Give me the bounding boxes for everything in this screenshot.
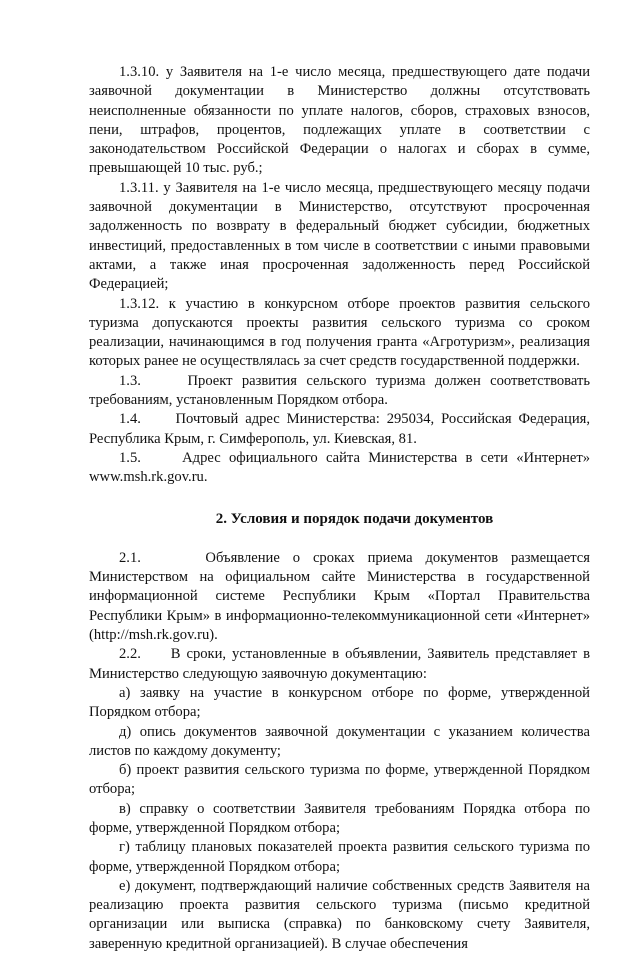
item-e-funds-confirmation: е) документ, подтверждающий наличие собственных средств Заявителя на реализацию проекта развития сельского туризма (письмо кредитной организации или выписка (справка) по банковскому счету Заявителя, заверенную кредитной организацией). В случае обеспечения (89, 877, 590, 952)
item-g-indicators-table: г) таблицу плановых показателей проекта развития сельского туризма по форме, утвержденной Порядком отбора; (89, 839, 590, 875)
clause-1-5-website: 1.5. Адрес официального сайта Министерства в сети «Интернет» www.msh.rk.gov.ru. (89, 449, 590, 486)
item-b-project: б) проект развития сельского туризма по форме, утвержденной Порядком отбора; (89, 762, 590, 798)
item-v-compliance-certificate: в) справку о соответствии Заявителя требованиям Порядка отбора по форме, утвержденной Порядком отбора; (89, 800, 590, 836)
clause-1-4-postal-address: 1.4. Почтовый адрес Министерства: 295034, Российская Федерация, Республика Крым, г. Симферополь, ул. Киевская, 81. (89, 411, 590, 447)
clause-1-3-10: 1.3.10. у Заявителя на 1-е число месяца, предшествующего дате подачи заявочной документации в Министерство должны отсутствовать неисполненные обязанности по уплате налогов, сборов, страховых взносов, пени, штрафов, процентов, подлежащих уплате в соответствии с законодательством Российской Федерации о налогах и сборах в сумме, превышающей 10 тыс. руб.; (89, 64, 590, 177)
clause-2-2: 2.2. В сроки, установленные в объявлении, Заявитель представляет в Министерство следующую заявочную документацию: (89, 646, 590, 682)
clause-1-3-12: 1.3.12. к участию в конкурсном отборе проектов развития сельского туризма допускаются проекты развития сельского туризма со сроком реализации, начинающимся в год получения гранта «Агротуризм», реализация которых ранее не осуществлялась за счет средств государственной поддержки. (89, 295, 590, 370)
document-body (89, 63, 590, 954)
item-a-application: а) заявку на участие в конкурсном отборе по форме, утвержденной Порядком отбора; (89, 684, 590, 721)
clause-1-3-11: 1.3.11. у Заявителя на 1-е число месяца, предшествующего месяцу подачи заявочной документации в Министерство, отсутствуют просроченная задолженность по возврату в федеральный бюджет субсидии, бюджетных инвестиций, предоставленных в том числе в соответствии с иными правовыми актами, а также иная просроченная задолженность перед Российской Федерацией; (89, 179, 590, 293)
section-2-heading: 2. Условия и порядок подачи документов (215, 510, 494, 527)
clause-1-3-project: 1.3. Проект развития сельского туризма должен соответствовать требованиям, установленным Порядком отбора. (89, 372, 590, 409)
item-d-inventory: д) опись документов заявочной документации с указанием количества листов по каждому документу; (89, 723, 590, 759)
clause-2-1: 2.1. Объявление о сроках приема документов размещается Министерством на официальном сайте Министерства в государственной информационной системе Республики Крым «Портал Правительства Республики Крым» в информационно-телекоммуникационной сети «Интернет» (http://msh.rk.gov.ru). (89, 549, 590, 644)
